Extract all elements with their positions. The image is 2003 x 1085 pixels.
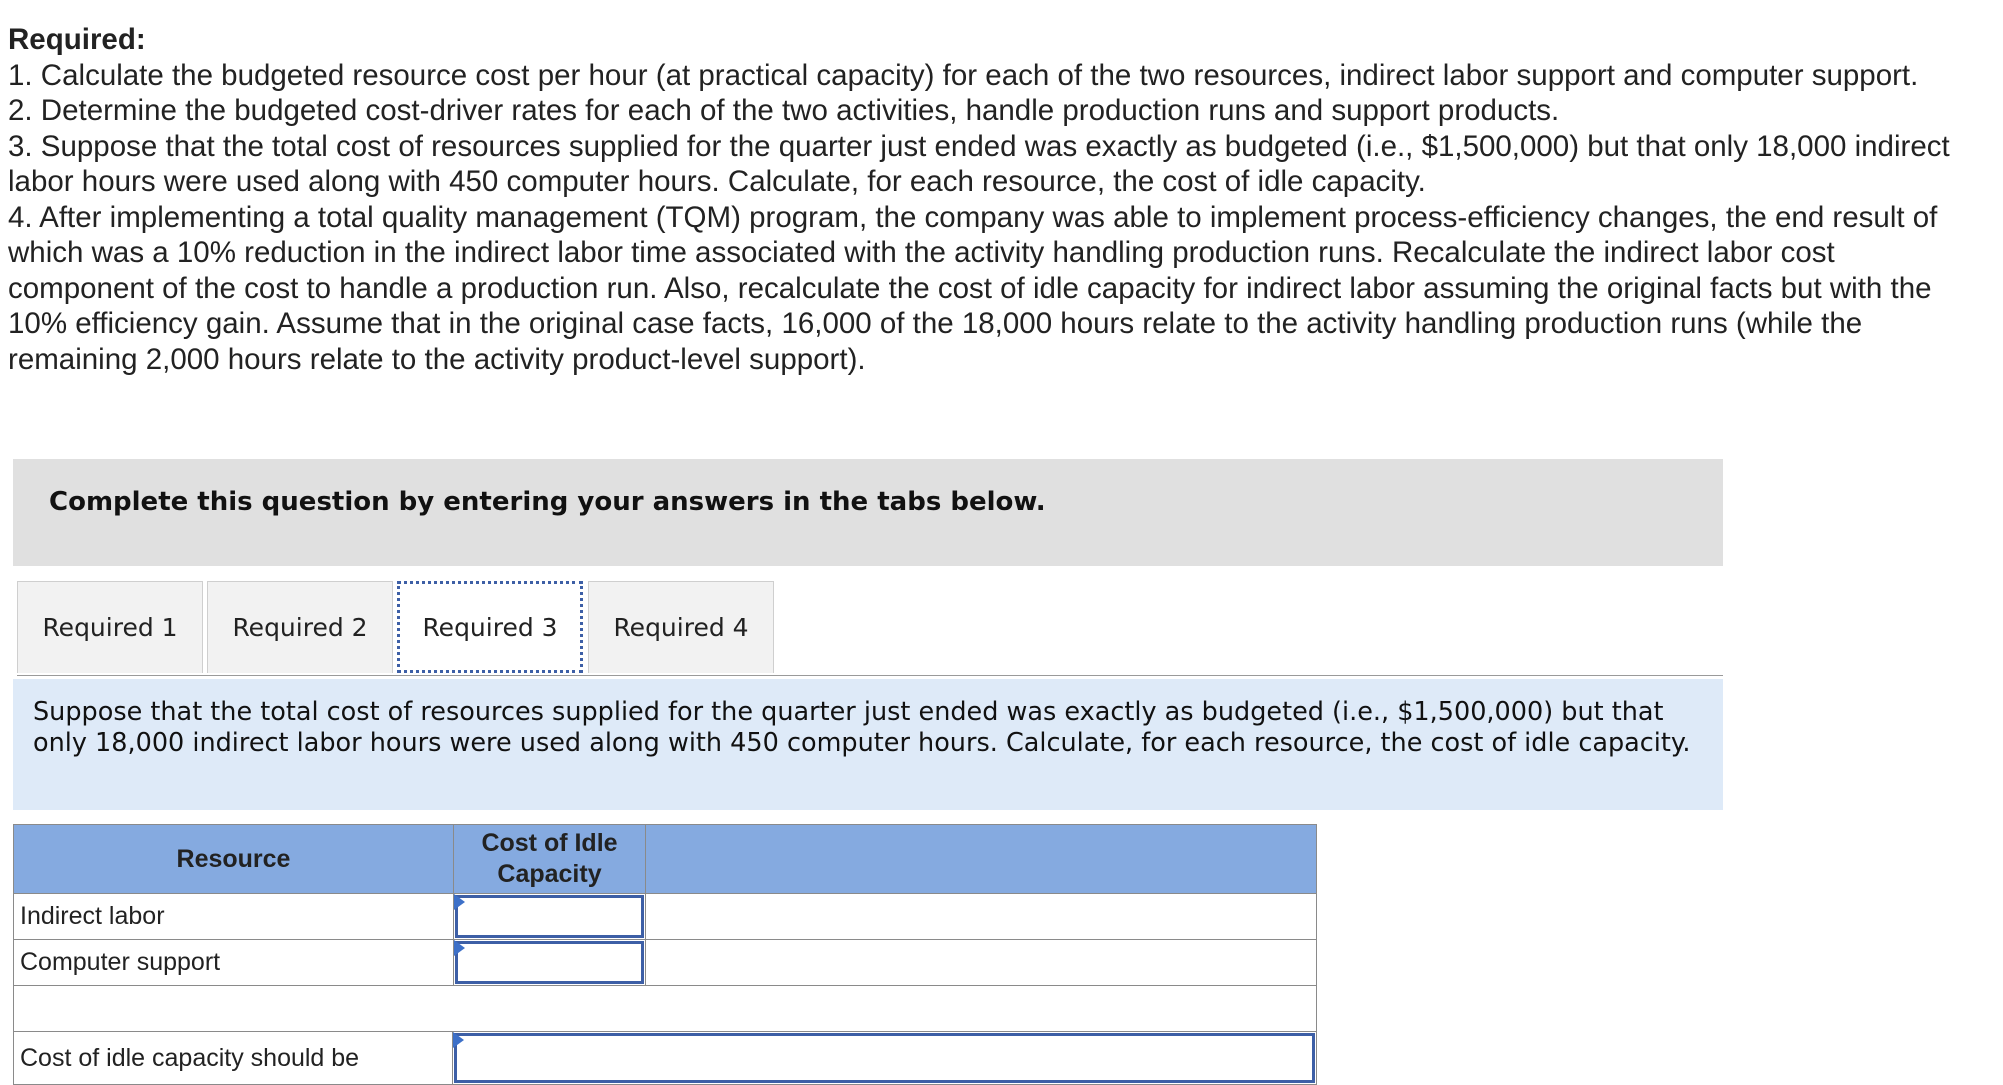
cell-flag-icon [453, 1032, 464, 1048]
tab-required-2[interactable]: Required 2 [207, 581, 393, 673]
requirement-2: 2. Determine the budgeted cost-driver rates for each of the two activities, handle production runs and support products. [8, 94, 1560, 127]
requirements-text [8, 22, 1968, 377]
tab-strip [17, 581, 1723, 675]
row-label-computer-support: Computer support [14, 940, 454, 985]
instruction-bar [13, 459, 1723, 566]
answer-table [13, 824, 1317, 1085]
row-label-indirect-labor: Indirect labor [14, 894, 454, 939]
cell-indirect-labor-cost [454, 894, 646, 939]
requirement-4: 4. After implementing a total quality management (TQM) program, the company was able to implement process-efficiency changes, the end result of which was a 10% reduction in the indirect labor time associated with the activity handling production runs. Recalculate the indirect labor cost component of the cost to handle a production run. Also, recalculate the cost of idle capacity for indirect labor assuming the original facts but with the 10% efficiency gain. Assume that in the original case facts, 16,000 of the 18,000 hours relate to the activity handling production runs (while the remaining 2,000 hours relate to the activity product-level support). [8, 200, 1938, 376]
requirements-heading: Required: [8, 23, 146, 56]
cell-flag-icon [454, 894, 465, 910]
total-label: Cost of idle capacity should be [14, 1032, 453, 1084]
table-header-row [14, 825, 1316, 894]
header-cost-idle-capacity: Cost of Idle Capacity [454, 825, 646, 893]
table-row [14, 940, 1316, 986]
indirect-labor-idle-cost-input[interactable] [458, 898, 641, 935]
computer-support-idle-cost-input-box [455, 941, 644, 984]
question-prompt-panel [13, 679, 1723, 810]
tab-required-1[interactable]: Required 1 [17, 581, 203, 673]
tab-required-3[interactable]: Required 3 [397, 581, 583, 673]
requirement-1: 1. Calculate the budgeted resource cost per hour (at practical capacity) for each of the two resources, indirect labor support and computer support. [8, 58, 1919, 92]
cell-flag-icon [454, 940, 465, 956]
table-row [14, 894, 1316, 940]
cell-computer-support-cost [454, 940, 646, 985]
table-total-row [14, 1032, 1316, 1084]
requirement-3: 3. Suppose that the total cost of resources supplied for the quarter just ended was exactly as budgeted (i.e., $1,500,000) but that only 18,000 indirect labor hours were used along with 450 computer hours. Calculate, for each resource, the cost of idle capacity. [8, 129, 1950, 198]
indirect-labor-idle-cost-input-box [455, 895, 644, 938]
total-idle-cost-input[interactable] [457, 1036, 1312, 1080]
header-empty [646, 825, 1316, 893]
cell-total-cost [453, 1032, 1316, 1084]
tab-required-4[interactable]: Required 4 [588, 581, 774, 673]
tab-divider [17, 675, 1723, 676]
instruction-text: Complete this question by entering your answers in the tabs below. [49, 487, 1046, 517]
computer-support-idle-cost-input[interactable] [458, 944, 641, 981]
table-blank-row [14, 986, 1316, 1032]
question-prompt: Suppose that the total cost of resources supplied for the quarter just ended was exactly as budgeted (i.e., $1,500,000) but that only 18,000 indirect labor hours were used along with 450 computer hours. Calculate, for each resource, the cost of idle capacity. [33, 697, 1691, 758]
total-idle-cost-input-box [454, 1033, 1315, 1083]
header-resource: Resource [14, 825, 454, 893]
